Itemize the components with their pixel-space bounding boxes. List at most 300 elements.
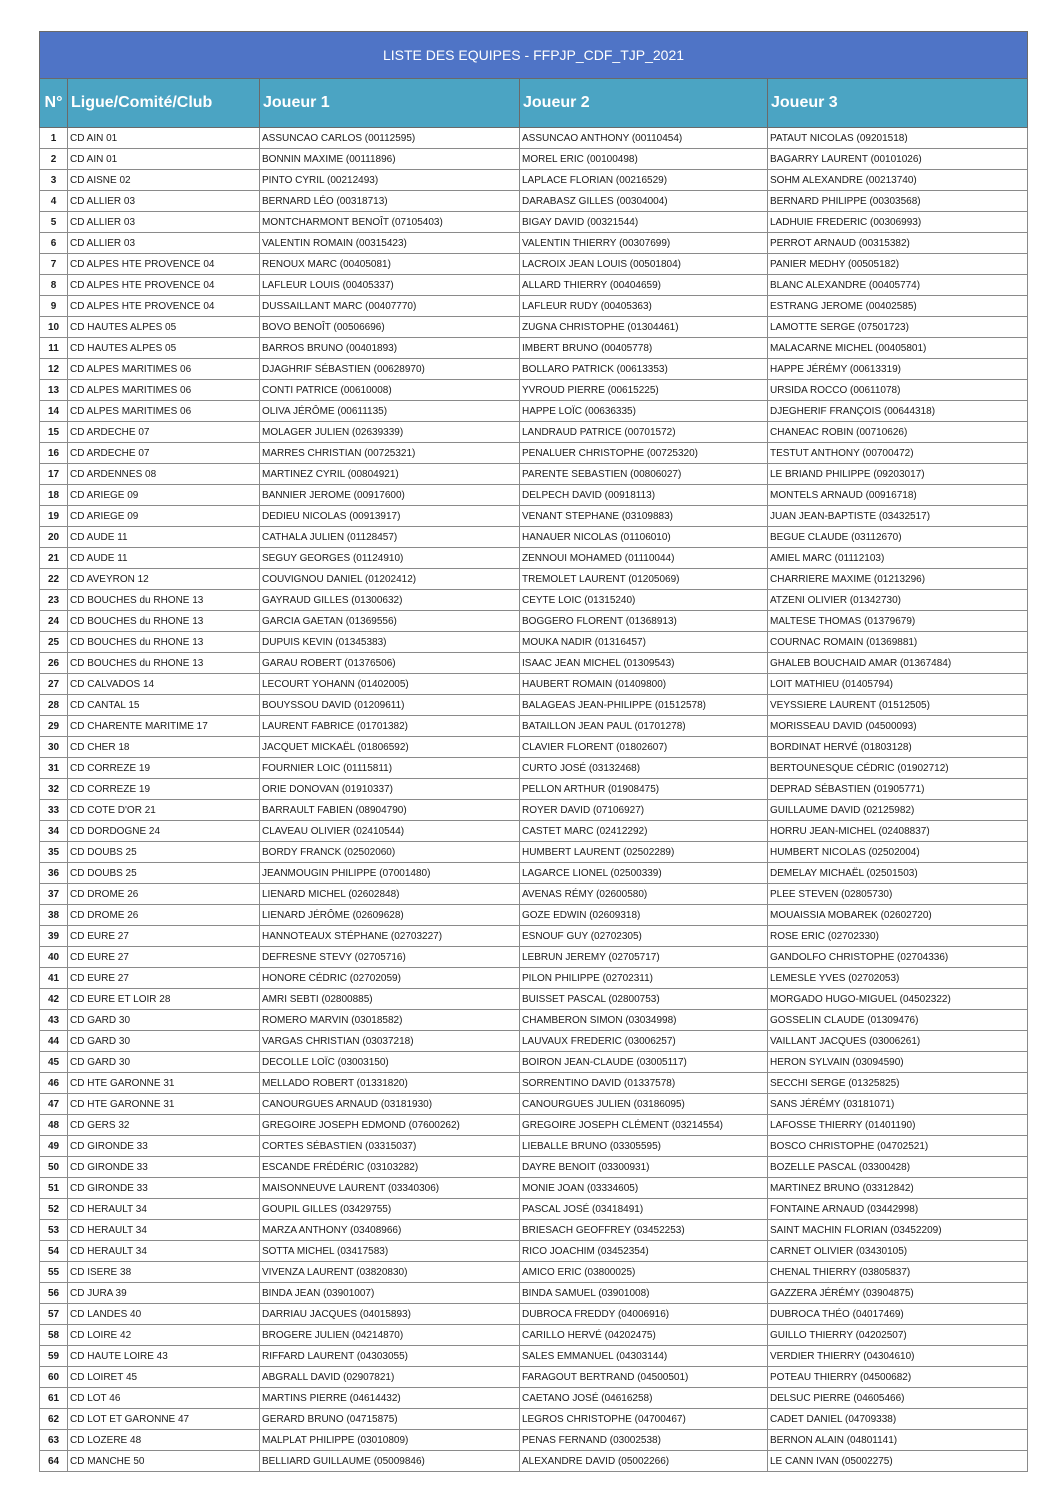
team-number-cell: 13 bbox=[40, 380, 68, 401]
league-committee-club-cell: CD HTE GARONNE 31 bbox=[68, 1094, 260, 1115]
table-row bbox=[40, 758, 1028, 779]
league-committee-club-cell: CD GIRONDE 33 bbox=[68, 1157, 260, 1178]
player-1-cell: DUPUIS KEVIN (01345383) bbox=[260, 632, 520, 653]
table-row bbox=[40, 695, 1028, 716]
table-row bbox=[40, 821, 1028, 842]
team-number-cell: 45 bbox=[40, 1052, 68, 1073]
player-2-cell: LACROIX JEAN LOUIS (00501804) bbox=[520, 254, 768, 275]
league-committee-club-cell: CD EURE 27 bbox=[68, 968, 260, 989]
team-number-cell: 46 bbox=[40, 1073, 68, 1094]
team-number-cell: 48 bbox=[40, 1115, 68, 1136]
player-3-cell: DJEGHERIF FRANÇOIS (00644318) bbox=[768, 401, 1028, 422]
player-1-cell: SEGUY GEORGES (01124910) bbox=[260, 548, 520, 569]
player-2-cell: VENANT STEPHANE (03109883) bbox=[520, 506, 768, 527]
player-2-cell: BATAILLON JEAN PAUL (01701278) bbox=[520, 716, 768, 737]
league-committee-club-cell: CD GIRONDE 33 bbox=[68, 1178, 260, 1199]
table-row bbox=[40, 464, 1028, 485]
player-1-cell: BOUYSSOU DAVID (01209611) bbox=[260, 695, 520, 716]
team-number-cell: 44 bbox=[40, 1031, 68, 1052]
player-1-cell: BELLIARD GUILLAUME (05009846) bbox=[260, 1451, 520, 1472]
team-number-cell: 49 bbox=[40, 1136, 68, 1157]
player-3-cell: HORRU JEAN-MICHEL (02408837) bbox=[768, 821, 1028, 842]
player-2-cell: HAUBERT ROMAIN (01409800) bbox=[520, 674, 768, 695]
player-2-cell: DAYRE BENOIT (03300931) bbox=[520, 1157, 768, 1178]
league-committee-club-cell: CD LOT 46 bbox=[68, 1388, 260, 1409]
player-2-cell: GOZE EDWIN (02609318) bbox=[520, 905, 768, 926]
league-committee-club-cell: CD HTE GARONNE 31 bbox=[68, 1073, 260, 1094]
player-1-cell: VALENTIN ROMAIN (00315423) bbox=[260, 233, 520, 254]
player-1-cell: BONNIN MAXIME (00111896) bbox=[260, 149, 520, 170]
table-row bbox=[40, 128, 1028, 149]
player-3-cell: SAINT MACHIN FLORIAN (03452209) bbox=[768, 1220, 1028, 1241]
player-2-cell: BOIRON JEAN-CLAUDE (03005117) bbox=[520, 1052, 768, 1073]
team-number-cell: 30 bbox=[40, 737, 68, 758]
player-2-cell: ZENNOUI MOHAMED (01110044) bbox=[520, 548, 768, 569]
league-committee-club-cell: CD ALPES MARITIMES 06 bbox=[68, 359, 260, 380]
player-1-cell: GARCIA GAETAN (01369556) bbox=[260, 611, 520, 632]
player-1-cell: BORDY FRANCK (02502060) bbox=[260, 842, 520, 863]
player-2-cell: TREMOLET LAURENT (01205069) bbox=[520, 569, 768, 590]
player-3-cell: LOIT MATHIEU (01405794) bbox=[768, 674, 1028, 695]
player-1-cell: GAYRAUD GILLES (01300632) bbox=[260, 590, 520, 611]
table-row bbox=[40, 401, 1028, 422]
player-1-cell: DEDIEU NICOLAS (00913917) bbox=[260, 506, 520, 527]
player-3-cell: SECCHI SERGE (01325825) bbox=[768, 1073, 1028, 1094]
player-2-cell: BOLLARO PATRICK (00613353) bbox=[520, 359, 768, 380]
team-number-cell: 51 bbox=[40, 1178, 68, 1199]
table-row bbox=[40, 296, 1028, 317]
player-3-cell: PERROT ARNAUD (00315382) bbox=[768, 233, 1028, 254]
player-2-cell: ROYER DAVID (07106927) bbox=[520, 800, 768, 821]
team-number-cell: 64 bbox=[40, 1451, 68, 1472]
team-number-cell: 61 bbox=[40, 1388, 68, 1409]
table-row bbox=[40, 212, 1028, 233]
table-row bbox=[40, 233, 1028, 254]
league-committee-club-cell: CD HERAULT 34 bbox=[68, 1241, 260, 1262]
league-committee-club-cell: CD EURE 27 bbox=[68, 947, 260, 968]
league-committee-club-cell: CD HERAULT 34 bbox=[68, 1199, 260, 1220]
player-1-cell: DARRIAU JACQUES (04015893) bbox=[260, 1304, 520, 1325]
player-2-cell: BUISSET PASCAL (02800753) bbox=[520, 989, 768, 1010]
team-number-cell: 18 bbox=[40, 485, 68, 506]
player-2-cell: MONIE JOAN (03334605) bbox=[520, 1178, 768, 1199]
player-3-cell: GUILLAUME DAVID (02125982) bbox=[768, 800, 1028, 821]
league-committee-club-cell: CD ARIEGE 09 bbox=[68, 506, 260, 527]
team-number-cell: 54 bbox=[40, 1241, 68, 1262]
player-3-cell: MORISSEAU DAVID (04500093) bbox=[768, 716, 1028, 737]
player-2-cell: YVROUD PIERRE (00615225) bbox=[520, 380, 768, 401]
player-3-cell: BERNON ALAIN (04801141) bbox=[768, 1430, 1028, 1451]
player-1-cell: BARRAULT FABIEN (08904790) bbox=[260, 800, 520, 821]
player-3-cell: CHANEAC ROBIN (00710626) bbox=[768, 422, 1028, 443]
table-row bbox=[40, 1178, 1028, 1199]
player-2-cell: VALENTIN THIERRY (00307699) bbox=[520, 233, 768, 254]
player-3-cell: MALACARNE MICHEL (00405801) bbox=[768, 338, 1028, 359]
header-player-1: Joueur 1 bbox=[260, 79, 520, 128]
player-2-cell: BRIESACH GEOFFREY (03452253) bbox=[520, 1220, 768, 1241]
player-2-cell: LIEBALLE BRUNO (03305595) bbox=[520, 1136, 768, 1157]
table-row bbox=[40, 1010, 1028, 1031]
player-3-cell: MOUAISSIA MOBAREK (02602720) bbox=[768, 905, 1028, 926]
player-3-cell: LE CANN IVAN (05002275) bbox=[768, 1451, 1028, 1472]
document-title: LISTE DES EQUIPES - FFPJP_CDF_TJP_2021 bbox=[40, 32, 1028, 79]
table-row bbox=[40, 1304, 1028, 1325]
team-number-cell: 12 bbox=[40, 359, 68, 380]
player-2-cell: LAPLACE FLORIAN (00216529) bbox=[520, 170, 768, 191]
player-1-cell: CONTI PATRICE (00610008) bbox=[260, 380, 520, 401]
team-number-cell: 38 bbox=[40, 905, 68, 926]
player-3-cell: MARTINEZ BRUNO (03312842) bbox=[768, 1178, 1028, 1199]
league-committee-club-cell: CD LANDES 40 bbox=[68, 1304, 260, 1325]
player-2-cell: PARENTE SEBASTIEN (00806027) bbox=[520, 464, 768, 485]
player-3-cell: GANDOLFO CHRISTOPHE (02704336) bbox=[768, 947, 1028, 968]
player-3-cell: GUILLO THIERRY (04202507) bbox=[768, 1325, 1028, 1346]
player-3-cell: URSIDA ROCCO (00611078) bbox=[768, 380, 1028, 401]
player-1-cell: COUVIGNOU DANIEL (01202412) bbox=[260, 569, 520, 590]
player-3-cell: BOSCO CHRISTOPHE (04702521) bbox=[768, 1136, 1028, 1157]
team-number-cell: 6 bbox=[40, 233, 68, 254]
team-number-cell: 33 bbox=[40, 800, 68, 821]
table-row bbox=[40, 1409, 1028, 1430]
player-1-cell: ASSUNCAO CARLOS (00112595) bbox=[260, 128, 520, 149]
table-row bbox=[40, 1367, 1028, 1388]
player-1-cell: MELLADO ROBERT (01331820) bbox=[260, 1073, 520, 1094]
player-3-cell: GHALEB BOUCHAID AMAR (01367484) bbox=[768, 653, 1028, 674]
team-number-cell: 31 bbox=[40, 758, 68, 779]
team-number-cell: 7 bbox=[40, 254, 68, 275]
player-2-cell: BINDA SAMUEL (03901008) bbox=[520, 1283, 768, 1304]
title-row bbox=[40, 32, 1028, 79]
player-1-cell: OLIVA JÉRÔME (00611135) bbox=[260, 401, 520, 422]
team-number-cell: 20 bbox=[40, 527, 68, 548]
league-committee-club-cell: CD CHER 18 bbox=[68, 737, 260, 758]
player-1-cell: FOURNIER LOIC (01115811) bbox=[260, 758, 520, 779]
player-1-cell: ROMERO MARVIN (03018582) bbox=[260, 1010, 520, 1031]
player-1-cell: VIVENZA LAURENT (03820830) bbox=[260, 1262, 520, 1283]
player-1-cell: BINDA JEAN (03901007) bbox=[260, 1283, 520, 1304]
league-committee-club-cell: CD GARD 30 bbox=[68, 1031, 260, 1052]
table-row bbox=[40, 737, 1028, 758]
player-1-cell: BROGERE JULIEN (04214870) bbox=[260, 1325, 520, 1346]
league-committee-club-cell: CD AIN 01 bbox=[68, 149, 260, 170]
player-1-cell: BOVO BENOÎT (00506696) bbox=[260, 317, 520, 338]
player-2-cell: MOUKA NADIR (01316457) bbox=[520, 632, 768, 653]
league-committee-club-cell: CD ALPES HTE PROVENCE 04 bbox=[68, 275, 260, 296]
league-committee-club-cell: CD ALLIER 03 bbox=[68, 191, 260, 212]
player-1-cell: BARROS BRUNO (00401893) bbox=[260, 338, 520, 359]
team-number-cell: 36 bbox=[40, 863, 68, 884]
player-1-cell: HONORE CÉDRIC (02702059) bbox=[260, 968, 520, 989]
player-2-cell: PELLON ARTHUR (01908475) bbox=[520, 779, 768, 800]
league-committee-club-cell: CD EURE ET LOIR 28 bbox=[68, 989, 260, 1010]
table-row bbox=[40, 968, 1028, 989]
player-3-cell: AMIEL MARC (01112103) bbox=[768, 548, 1028, 569]
player-2-cell: CAETANO JOSÉ (04616258) bbox=[520, 1388, 768, 1409]
table-row bbox=[40, 1262, 1028, 1283]
player-1-cell: JACQUET MICKAËL (01806592) bbox=[260, 737, 520, 758]
table-row bbox=[40, 1283, 1028, 1304]
league-committee-club-cell: CD GIRONDE 33 bbox=[68, 1136, 260, 1157]
header-player-2: Joueur 2 bbox=[520, 79, 768, 128]
table-row bbox=[40, 380, 1028, 401]
player-1-cell: MONTCHARMONT BENOÎT (07105403) bbox=[260, 212, 520, 233]
league-committee-club-cell: CD DOUBS 25 bbox=[68, 842, 260, 863]
table-row bbox=[40, 716, 1028, 737]
player-3-cell: LADHUIE FREDERIC (00306993) bbox=[768, 212, 1028, 233]
player-2-cell: PENAS FERNAND (03002538) bbox=[520, 1430, 768, 1451]
team-number-cell: 58 bbox=[40, 1325, 68, 1346]
team-number-cell: 25 bbox=[40, 632, 68, 653]
player-1-cell: LAFLEUR LOUIS (00405337) bbox=[260, 275, 520, 296]
league-committee-club-cell: CD COTE D'OR 21 bbox=[68, 800, 260, 821]
team-number-cell: 34 bbox=[40, 821, 68, 842]
table-row bbox=[40, 443, 1028, 464]
league-committee-club-cell: CD CORREZE 19 bbox=[68, 758, 260, 779]
player-3-cell: DUBROCA THÉO (04017469) bbox=[768, 1304, 1028, 1325]
player-2-cell: BIGAY DAVID (00321544) bbox=[520, 212, 768, 233]
player-2-cell: CASTET MARC (02412292) bbox=[520, 821, 768, 842]
team-number-cell: 2 bbox=[40, 149, 68, 170]
player-3-cell: CADET DANIEL (04709338) bbox=[768, 1409, 1028, 1430]
player-2-cell: MOREL ERIC (00100498) bbox=[520, 149, 768, 170]
player-2-cell: BALAGEAS JEAN-PHILIPPE (01512578) bbox=[520, 695, 768, 716]
player-3-cell: BLANC ALEXANDRE (00405774) bbox=[768, 275, 1028, 296]
player-3-cell: ESTRANG JEROME (00402585) bbox=[768, 296, 1028, 317]
table-row bbox=[40, 947, 1028, 968]
player-1-cell: BANNIER JEROME (00917600) bbox=[260, 485, 520, 506]
player-3-cell: LEMESLE YVES (02702053) bbox=[768, 968, 1028, 989]
player-3-cell: CARNET OLIVIER (03430105) bbox=[768, 1241, 1028, 1262]
table-row bbox=[40, 275, 1028, 296]
player-3-cell: MONTELS ARNAUD (00916718) bbox=[768, 485, 1028, 506]
player-2-cell: ALLARD THIERRY (00404659) bbox=[520, 275, 768, 296]
table-row bbox=[40, 1388, 1028, 1409]
league-committee-club-cell: CD DOUBS 25 bbox=[68, 863, 260, 884]
player-2-cell: CEYTE LOIC (01315240) bbox=[520, 590, 768, 611]
player-3-cell: BERTOUNESQUE CÉDRIC (01902712) bbox=[768, 758, 1028, 779]
league-committee-club-cell: CD JURA 39 bbox=[68, 1283, 260, 1304]
table-row bbox=[40, 632, 1028, 653]
player-1-cell: ESCANDE FRÉDÉRIC (03103282) bbox=[260, 1157, 520, 1178]
player-3-cell: MALTESE THOMAS (01379679) bbox=[768, 611, 1028, 632]
table-row bbox=[40, 191, 1028, 212]
league-committee-club-cell: CD GARD 30 bbox=[68, 1010, 260, 1031]
team-number-cell: 14 bbox=[40, 401, 68, 422]
player-1-cell: MAISONNEUVE LAURENT (03340306) bbox=[260, 1178, 520, 1199]
team-number-cell: 26 bbox=[40, 653, 68, 674]
player-1-cell: DECOLLE LOÏC (03003150) bbox=[260, 1052, 520, 1073]
league-committee-club-cell: CD ARDECHE 07 bbox=[68, 443, 260, 464]
team-number-cell: 59 bbox=[40, 1346, 68, 1367]
team-number-cell: 9 bbox=[40, 296, 68, 317]
header-row bbox=[40, 79, 1028, 128]
team-number-cell: 19 bbox=[40, 506, 68, 527]
player-2-cell: LANDRAUD PATRICE (00701572) bbox=[520, 422, 768, 443]
league-committee-club-cell: CD CANTAL 15 bbox=[68, 695, 260, 716]
league-committee-club-cell: CD HERAULT 34 bbox=[68, 1220, 260, 1241]
player-2-cell: ASSUNCAO ANTHONY (00110454) bbox=[520, 128, 768, 149]
league-committee-club-cell: CD ALLIER 03 bbox=[68, 233, 260, 254]
table-row bbox=[40, 800, 1028, 821]
player-3-cell: MORGADO HUGO-MIGUEL (04502322) bbox=[768, 989, 1028, 1010]
table-row bbox=[40, 1325, 1028, 1346]
player-3-cell: SANS JÉRÉMY (03181071) bbox=[768, 1094, 1028, 1115]
team-list-table bbox=[39, 31, 1028, 1472]
league-committee-club-cell: CD HAUTES ALPES 05 bbox=[68, 338, 260, 359]
player-3-cell: CHENAL THIERRY (03805837) bbox=[768, 1262, 1028, 1283]
player-3-cell: SOHM ALEXANDRE (00213740) bbox=[768, 170, 1028, 191]
player-3-cell: POTEAU THIERRY (04500682) bbox=[768, 1367, 1028, 1388]
team-number-cell: 21 bbox=[40, 548, 68, 569]
table-row bbox=[40, 170, 1028, 191]
player-2-cell: HANAUER NICOLAS (01106010) bbox=[520, 527, 768, 548]
league-committee-club-cell: CD GARD 30 bbox=[68, 1052, 260, 1073]
table-row bbox=[40, 485, 1028, 506]
player-2-cell: DELPECH DAVID (00918113) bbox=[520, 485, 768, 506]
table-row bbox=[40, 863, 1028, 884]
team-number-cell: 43 bbox=[40, 1010, 68, 1031]
player-2-cell: LAFLEUR RUDY (00405363) bbox=[520, 296, 768, 317]
table-row bbox=[40, 674, 1028, 695]
player-2-cell: LEGROS CHRISTOPHE (04700467) bbox=[520, 1409, 768, 1430]
player-3-cell: BOZELLE PASCAL (03300428) bbox=[768, 1157, 1028, 1178]
player-1-cell: DUSSAILLANT MARC (00407770) bbox=[260, 296, 520, 317]
player-1-cell: MARTINEZ CYRIL (00804921) bbox=[260, 464, 520, 485]
player-2-cell: LEBRUN JEREMY (02705717) bbox=[520, 947, 768, 968]
table-row bbox=[40, 1157, 1028, 1178]
player-2-cell: SORRENTINO DAVID (01337578) bbox=[520, 1073, 768, 1094]
player-1-cell: ABGRALL DAVID (02907821) bbox=[260, 1367, 520, 1388]
player-1-cell: PINTO CYRIL (00212493) bbox=[260, 170, 520, 191]
table-row bbox=[40, 1073, 1028, 1094]
player-1-cell: LAURENT FABRICE (01701382) bbox=[260, 716, 520, 737]
league-committee-club-cell: CD LOZERE 48 bbox=[68, 1430, 260, 1451]
player-1-cell: RIFFARD LAURENT (04303055) bbox=[260, 1346, 520, 1367]
team-number-cell: 15 bbox=[40, 422, 68, 443]
player-3-cell: DEPRAD SÉBASTIEN (01905771) bbox=[768, 779, 1028, 800]
team-number-cell: 11 bbox=[40, 338, 68, 359]
player-2-cell: GREGOIRE JOSEPH CLÉMENT (03214554) bbox=[520, 1115, 768, 1136]
table-row bbox=[40, 842, 1028, 863]
team-number-cell: 42 bbox=[40, 989, 68, 1010]
player-1-cell: MARTINS PIERRE (04614432) bbox=[260, 1388, 520, 1409]
player-1-cell: GERARD BRUNO (04715875) bbox=[260, 1409, 520, 1430]
player-3-cell: BAGARRY LAURENT (00101026) bbox=[768, 149, 1028, 170]
player-2-cell: DARABASZ GILLES (00304004) bbox=[520, 191, 768, 212]
team-number-cell: 50 bbox=[40, 1157, 68, 1178]
player-2-cell: PENALUER CHRISTOPHE (00725320) bbox=[520, 443, 768, 464]
league-committee-club-cell: CD ARIEGE 09 bbox=[68, 485, 260, 506]
player-3-cell: VAILLANT JACQUES (03006261) bbox=[768, 1031, 1028, 1052]
player-2-cell: LAGARCE LIONEL (02500339) bbox=[520, 863, 768, 884]
player-1-cell: DJAGHRIF SÉBASTIEN (00628970) bbox=[260, 359, 520, 380]
player-1-cell: MALPLAT PHILIPPE (03010809) bbox=[260, 1430, 520, 1451]
table-row bbox=[40, 905, 1028, 926]
player-3-cell: HAPPE JÉRÉMY (00613319) bbox=[768, 359, 1028, 380]
table-row bbox=[40, 359, 1028, 380]
player-2-cell: LAUVAUX FREDERIC (03006257) bbox=[520, 1031, 768, 1052]
table-row bbox=[40, 317, 1028, 338]
league-committee-club-cell: CD ALPES MARITIMES 06 bbox=[68, 401, 260, 422]
player-1-cell: DEFRESNE STEVY (02705716) bbox=[260, 947, 520, 968]
league-committee-club-cell: CD CALVADOS 14 bbox=[68, 674, 260, 695]
table-row bbox=[40, 149, 1028, 170]
header-player-3: Joueur 3 bbox=[768, 79, 1028, 128]
league-committee-club-cell: CD CORREZE 19 bbox=[68, 779, 260, 800]
player-3-cell: BORDINAT HERVÉ (01803128) bbox=[768, 737, 1028, 758]
league-committee-club-cell: CD ISERE 38 bbox=[68, 1262, 260, 1283]
player-1-cell: MARZA ANTHONY (03408966) bbox=[260, 1220, 520, 1241]
player-2-cell: DUBROCA FREDDY (04006916) bbox=[520, 1304, 768, 1325]
player-1-cell: BERNARD LÉO (00318713) bbox=[260, 191, 520, 212]
team-number-cell: 40 bbox=[40, 947, 68, 968]
league-committee-club-cell: CD AUDE 11 bbox=[68, 527, 260, 548]
table-row bbox=[40, 1241, 1028, 1262]
player-3-cell: LE BRIAND PHILIPPE (09203017) bbox=[768, 464, 1028, 485]
league-committee-club-cell: CD CHARENTE MARITIME 17 bbox=[68, 716, 260, 737]
header-number: N° bbox=[40, 79, 68, 128]
player-3-cell: HUMBERT NICOLAS (02502004) bbox=[768, 842, 1028, 863]
table-row bbox=[40, 338, 1028, 359]
player-1-cell: HANNOTEAUX STÉPHANE (02703227) bbox=[260, 926, 520, 947]
team-rows bbox=[40, 128, 1028, 1472]
league-committee-club-cell: CD ALLIER 03 bbox=[68, 212, 260, 233]
team-number-cell: 57 bbox=[40, 1304, 68, 1325]
league-committee-club-cell: CD AVEYRON 12 bbox=[68, 569, 260, 590]
table-row bbox=[40, 506, 1028, 527]
player-1-cell: MOLAGER JULIEN (02639339) bbox=[260, 422, 520, 443]
team-number-cell: 39 bbox=[40, 926, 68, 947]
team-number-cell: 10 bbox=[40, 317, 68, 338]
league-committee-club-cell: CD BOUCHES du RHONE 13 bbox=[68, 653, 260, 674]
team-number-cell: 8 bbox=[40, 275, 68, 296]
player-3-cell: PATAUT NICOLAS (09201518) bbox=[768, 128, 1028, 149]
player-3-cell: LAFOSSE THIERRY (01401190) bbox=[768, 1115, 1028, 1136]
player-1-cell: LIENARD JÉRÔME (02609628) bbox=[260, 905, 520, 926]
player-2-cell: AMICO ERIC (03800025) bbox=[520, 1262, 768, 1283]
league-committee-club-cell: CD LOT ET GARONNE 47 bbox=[68, 1409, 260, 1430]
player-3-cell: BERNARD PHILIPPE (00303568) bbox=[768, 191, 1028, 212]
table-row bbox=[40, 1094, 1028, 1115]
player-1-cell: LECOURT YOHANN (01402005) bbox=[260, 674, 520, 695]
player-3-cell: DELSUC PIERRE (04605466) bbox=[768, 1388, 1028, 1409]
player-2-cell: BOGGERO FLORENT (01368913) bbox=[520, 611, 768, 632]
player-3-cell: ATZENI OLIVIER (01342730) bbox=[768, 590, 1028, 611]
team-number-cell: 32 bbox=[40, 779, 68, 800]
player-1-cell: ORIE DONOVAN (01910337) bbox=[260, 779, 520, 800]
team-number-cell: 41 bbox=[40, 968, 68, 989]
player-1-cell: RENOUX MARC (00405081) bbox=[260, 254, 520, 275]
player-2-cell: RICO JOACHIM (03452354) bbox=[520, 1241, 768, 1262]
team-number-cell: 53 bbox=[40, 1220, 68, 1241]
league-committee-club-cell: CD ARDECHE 07 bbox=[68, 422, 260, 443]
team-number-cell: 28 bbox=[40, 695, 68, 716]
player-3-cell: CHARRIERE MAXIME (01213296) bbox=[768, 569, 1028, 590]
table-row bbox=[40, 1199, 1028, 1220]
player-1-cell: CLAVEAU OLIVIER (02410544) bbox=[260, 821, 520, 842]
player-2-cell: CLAVIER FLORENT (01802607) bbox=[520, 737, 768, 758]
player-3-cell: COURNAC ROMAIN (01369881) bbox=[768, 632, 1028, 653]
player-2-cell: ALEXANDRE DAVID (05002266) bbox=[520, 1451, 768, 1472]
team-number-cell: 62 bbox=[40, 1409, 68, 1430]
league-committee-club-cell: CD ALPES HTE PROVENCE 04 bbox=[68, 296, 260, 317]
league-committee-club-cell: CD DROME 26 bbox=[68, 884, 260, 905]
table-row bbox=[40, 884, 1028, 905]
team-number-cell: 22 bbox=[40, 569, 68, 590]
league-committee-club-cell: CD MANCHE 50 bbox=[68, 1451, 260, 1472]
league-committee-club-cell: CD DROME 26 bbox=[68, 905, 260, 926]
player-3-cell: PANIER MEDHY (00505182) bbox=[768, 254, 1028, 275]
